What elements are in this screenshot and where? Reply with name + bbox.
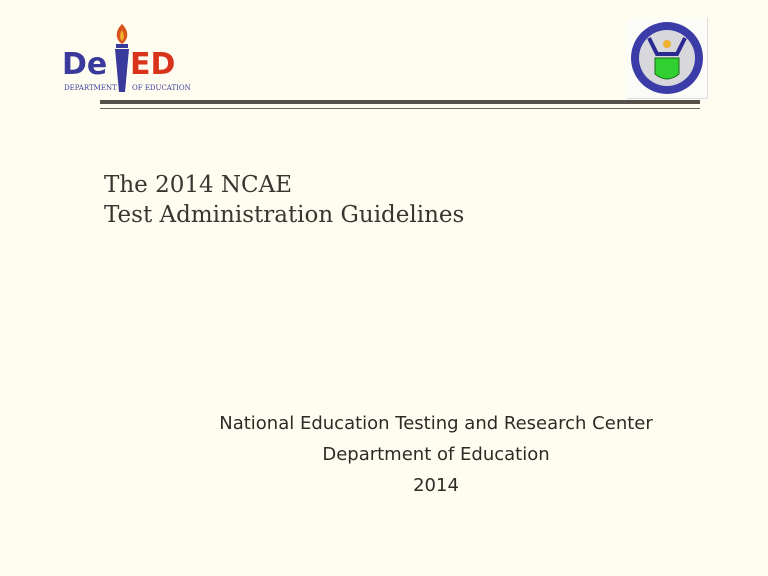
- svg-text:OF EDUCATION: OF EDUCATION: [132, 84, 191, 92]
- svg-text:ED: ED: [130, 47, 176, 82]
- slide-title: [104, 170, 464, 230]
- header-rule-thick: [100, 100, 700, 104]
- title-line-2: Test Administration Guidelines: [104, 202, 465, 228]
- subtitle-year: 2014: [413, 475, 459, 496]
- subtitle-organization: National Education Testing and Research Center: [219, 413, 653, 434]
- svg-text:De: De: [62, 47, 108, 82]
- subtitle-department: Department of Education: [322, 444, 550, 465]
- slide-subtitle: [180, 408, 692, 501]
- svg-text:DEPARTMENT: DEPARTMENT: [64, 84, 117, 92]
- netrc-seal: [627, 18, 708, 99]
- header-rule-thin: [100, 108, 700, 109]
- title-line-1: The 2014 NCAE: [104, 172, 293, 198]
- deped-logo: [60, 22, 200, 94]
